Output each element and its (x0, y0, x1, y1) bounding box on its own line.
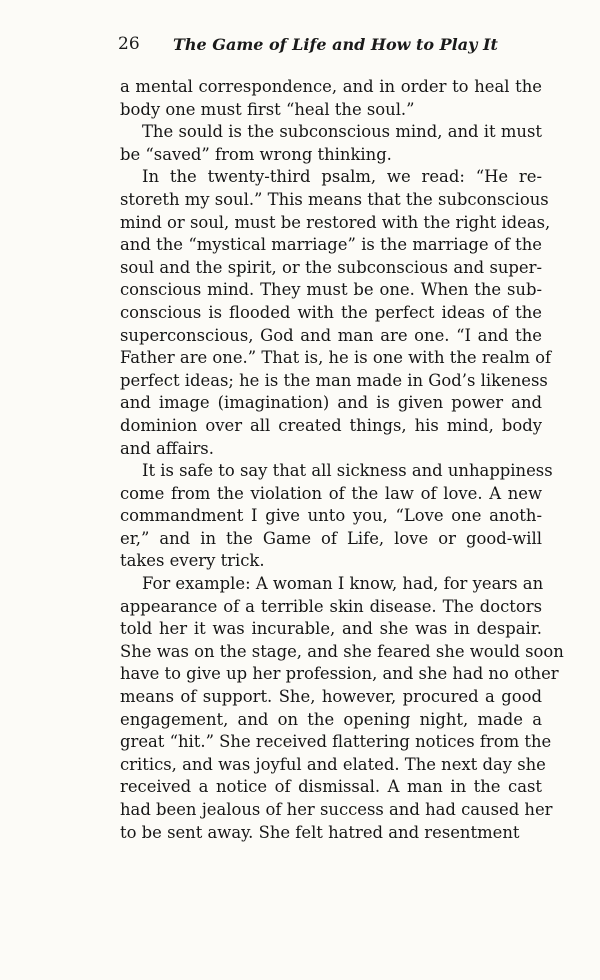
text-line: received a notice of dismissal. A man in the cast (120, 777, 542, 797)
text-line: dominion over all created things, his mind, body (120, 415, 542, 435)
text-line: had been jealous of her success and had caused her (120, 800, 553, 819)
text-line: Father are one.” That is, he is one with the realm of (120, 348, 552, 368)
text-line: come from the violation of the law of love. A new (120, 483, 542, 503)
body-text (120, 76, 564, 844)
text-line: It is safe to say that all sickness and unhappiness (142, 461, 553, 481)
text-line: superconscious, God and man are one. “I and the (120, 325, 542, 345)
paragraph (120, 76, 542, 121)
running-title: The Game of Life and How to Play It (173, 35, 498, 54)
text-line: mind or soul, must be restored with the right ideas, (120, 212, 551, 232)
paragraph (120, 460, 553, 573)
text-line: a mental correspondence, and in order to heal the (120, 77, 542, 96)
text-line: conscious mind. They must be one. When the sub- (120, 280, 542, 300)
text-line: engagement, and on the opening night, made a (120, 709, 542, 729)
text-line: critics, and was joyful and elated. The next day she (120, 754, 546, 774)
page-header (118, 34, 558, 60)
text-line: great “hit.” She received flattering notices from the (120, 732, 552, 752)
text-line: er,” and in the Game of Life, love or good-will (120, 528, 542, 548)
text-line: and image (imagination) and is given power and (120, 393, 542, 413)
text-line: soul and the spirit, or the subconscious and super- (120, 257, 542, 277)
text-line: and affairs. (120, 438, 214, 458)
paragraph (120, 121, 542, 166)
text-line: means of support. She, however, procured a good (120, 687, 542, 707)
text-line: told her it was incurable, and she was in despair. (120, 619, 542, 639)
text-line: and the “mystical marriage” is the marriage of the (120, 235, 542, 255)
text-line: perfect ideas; he is the man made in God’s likeness (120, 370, 548, 390)
text-line: have to give up her profession, and she had no other (120, 664, 559, 684)
paragraph (120, 166, 552, 460)
text-line: She was on the stage, and she feared she would soon (120, 641, 564, 661)
text-line: For example: A woman I know, had, for years an (142, 574, 544, 594)
text-line: commandment I give unto you, “Love one anoth- (120, 506, 542, 526)
text-line: to be sent away. She felt hatred and resentment (120, 822, 520, 842)
text-line: body one must first “heal the soul.” (120, 99, 415, 119)
text-line: The sould is the subconscious mind, and it must (142, 122, 542, 142)
text-line: In the twenty-third psalm, we read: “He re- (142, 167, 542, 187)
text-line: conscious is flooded with the perfect ideas of the (120, 302, 542, 322)
page-number: 26 (118, 34, 140, 54)
text-line: takes every trick. (120, 551, 265, 571)
text-line: storeth my soul.” This means that the subconscious (120, 189, 549, 209)
paragraph (120, 573, 564, 844)
text-line: appearance of a terrible skin disease. The doctors (120, 596, 542, 616)
text-line: be “saved” from wrong thinking. (120, 144, 392, 164)
